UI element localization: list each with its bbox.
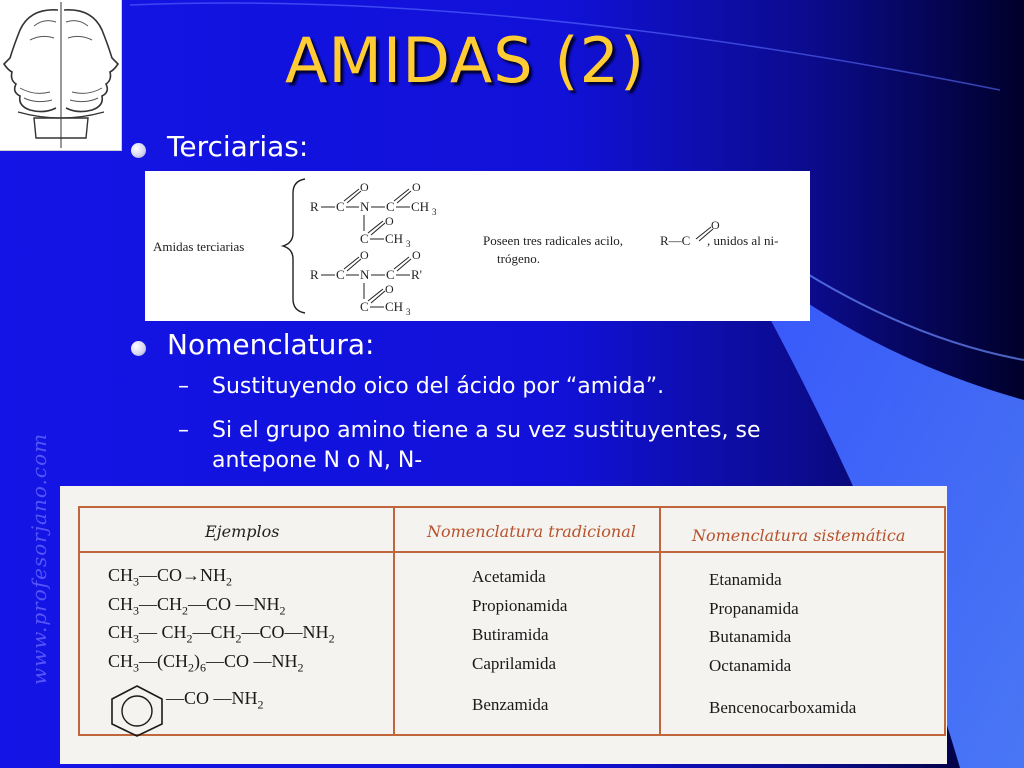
svg-text:C: C (336, 199, 345, 214)
header-ejemplos: Ejemplos (205, 522, 280, 541)
bullet-text: Nomenclatura: (167, 328, 375, 361)
svg-text:R—C: R—C (660, 233, 691, 248)
svg-text:CH: CH (411, 199, 430, 214)
svg-text:R: R (310, 199, 319, 214)
svg-text:CH: CH (385, 231, 404, 246)
brace-icon (283, 179, 305, 313)
formula-propionamida: $CH_3—CH_2—CO$ $—NH_2$ (108, 594, 286, 618)
logo (0, 0, 122, 151)
dash-icon: – (178, 374, 189, 399)
formula-benzamida: —CO $—NH_2$ (166, 688, 264, 712)
bullet-text: Terciarias: (167, 130, 309, 163)
watermark-url: www.profesorjano.com (27, 432, 51, 685)
svg-text:C: C (360, 299, 369, 314)
svg-text:C: C (386, 267, 395, 282)
traditional-name: Benzamida (472, 695, 549, 714)
formula-acetamida: $CH_3—CO\to NH_2$ (108, 565, 233, 589)
bullet-dot (131, 341, 146, 356)
svg-text:C: C (360, 231, 369, 246)
formula-1-branch (360, 214, 411, 249)
svg-text:O: O (360, 248, 369, 262)
subbullet-1 (178, 372, 665, 402)
subbullet-2 (178, 416, 761, 476)
slide-title: AMIDAS (2) (285, 24, 646, 97)
traditional-name: Butiramida (472, 625, 549, 644)
bullet-nomenclatura (167, 328, 374, 361)
svg-text:3: 3 (432, 207, 437, 217)
svg-text:O: O (360, 180, 369, 194)
traditional-name: Caprilamida (472, 654, 557, 673)
formula-1 (310, 180, 437, 217)
svg-text:Poseen tres radicales acilo,: Poseen tres radicales acilo, (483, 233, 624, 248)
svg-text:O: O (711, 218, 720, 232)
svg-text:O: O (412, 248, 421, 262)
dash-icon: – (178, 418, 189, 443)
bullet-dot (131, 143, 146, 158)
systematic-name: Butanamida (709, 627, 792, 646)
tertiary-amide-diagram (145, 171, 810, 321)
svg-text:trógeno.: trógeno. (497, 251, 540, 266)
systematic-name: Octanamida (709, 656, 792, 675)
diagram-label: Amidas terciarias (153, 239, 245, 254)
header-tradicional: Nomenclatura tradicional (427, 522, 636, 541)
formula-butiramida: $CH_3—$ $CH_2—CH_2—CO—NH_2$ (108, 622, 335, 646)
svg-text:C: C (336, 267, 345, 282)
svg-text:N: N (360, 199, 370, 214)
benzene-ring-icon (106, 684, 168, 738)
formula-2 (310, 248, 422, 282)
svg-text:3: 3 (406, 307, 411, 317)
svg-text:O: O (385, 282, 394, 296)
svg-text:, unidos al ni-: , unidos al ni- (707, 233, 779, 248)
systematic-name: Etanamida (709, 570, 782, 589)
bullet-terciarias (167, 130, 308, 163)
traditional-name: Propionamida (472, 596, 568, 615)
systematic-name: Propanamida (709, 599, 799, 618)
svg-text:N: N (360, 267, 370, 282)
svg-text:O: O (385, 214, 394, 228)
svg-text:O: O (412, 180, 421, 194)
svg-text:3: 3 (406, 239, 411, 249)
subbullet-line-2: antepone N o N, N- (212, 448, 423, 473)
subbullet-text: Sustituyendo oico del ácido por “amida”. (212, 374, 665, 399)
svg-text:CH: CH (385, 299, 404, 314)
header-sistematica: Nomenclatura sistemática (692, 526, 906, 545)
svg-text:C: C (386, 199, 395, 214)
diagram-description (483, 218, 779, 266)
svg-text:R': R' (411, 267, 423, 282)
formula-2-branch (360, 282, 411, 317)
traditional-name: Acetamida (472, 567, 546, 586)
svg-text:R: R (310, 267, 319, 282)
formula-caprilamida: $CH_3—(CH_2)_6—CO$ $—NH_2$ (108, 651, 304, 675)
janus-head-icon (0, 0, 121, 150)
systematic-name: Bencenocarboxamida (709, 698, 857, 717)
subbullet-line-1: Si el grupo amino tiene a su vez sustituyentes, se (212, 418, 761, 443)
